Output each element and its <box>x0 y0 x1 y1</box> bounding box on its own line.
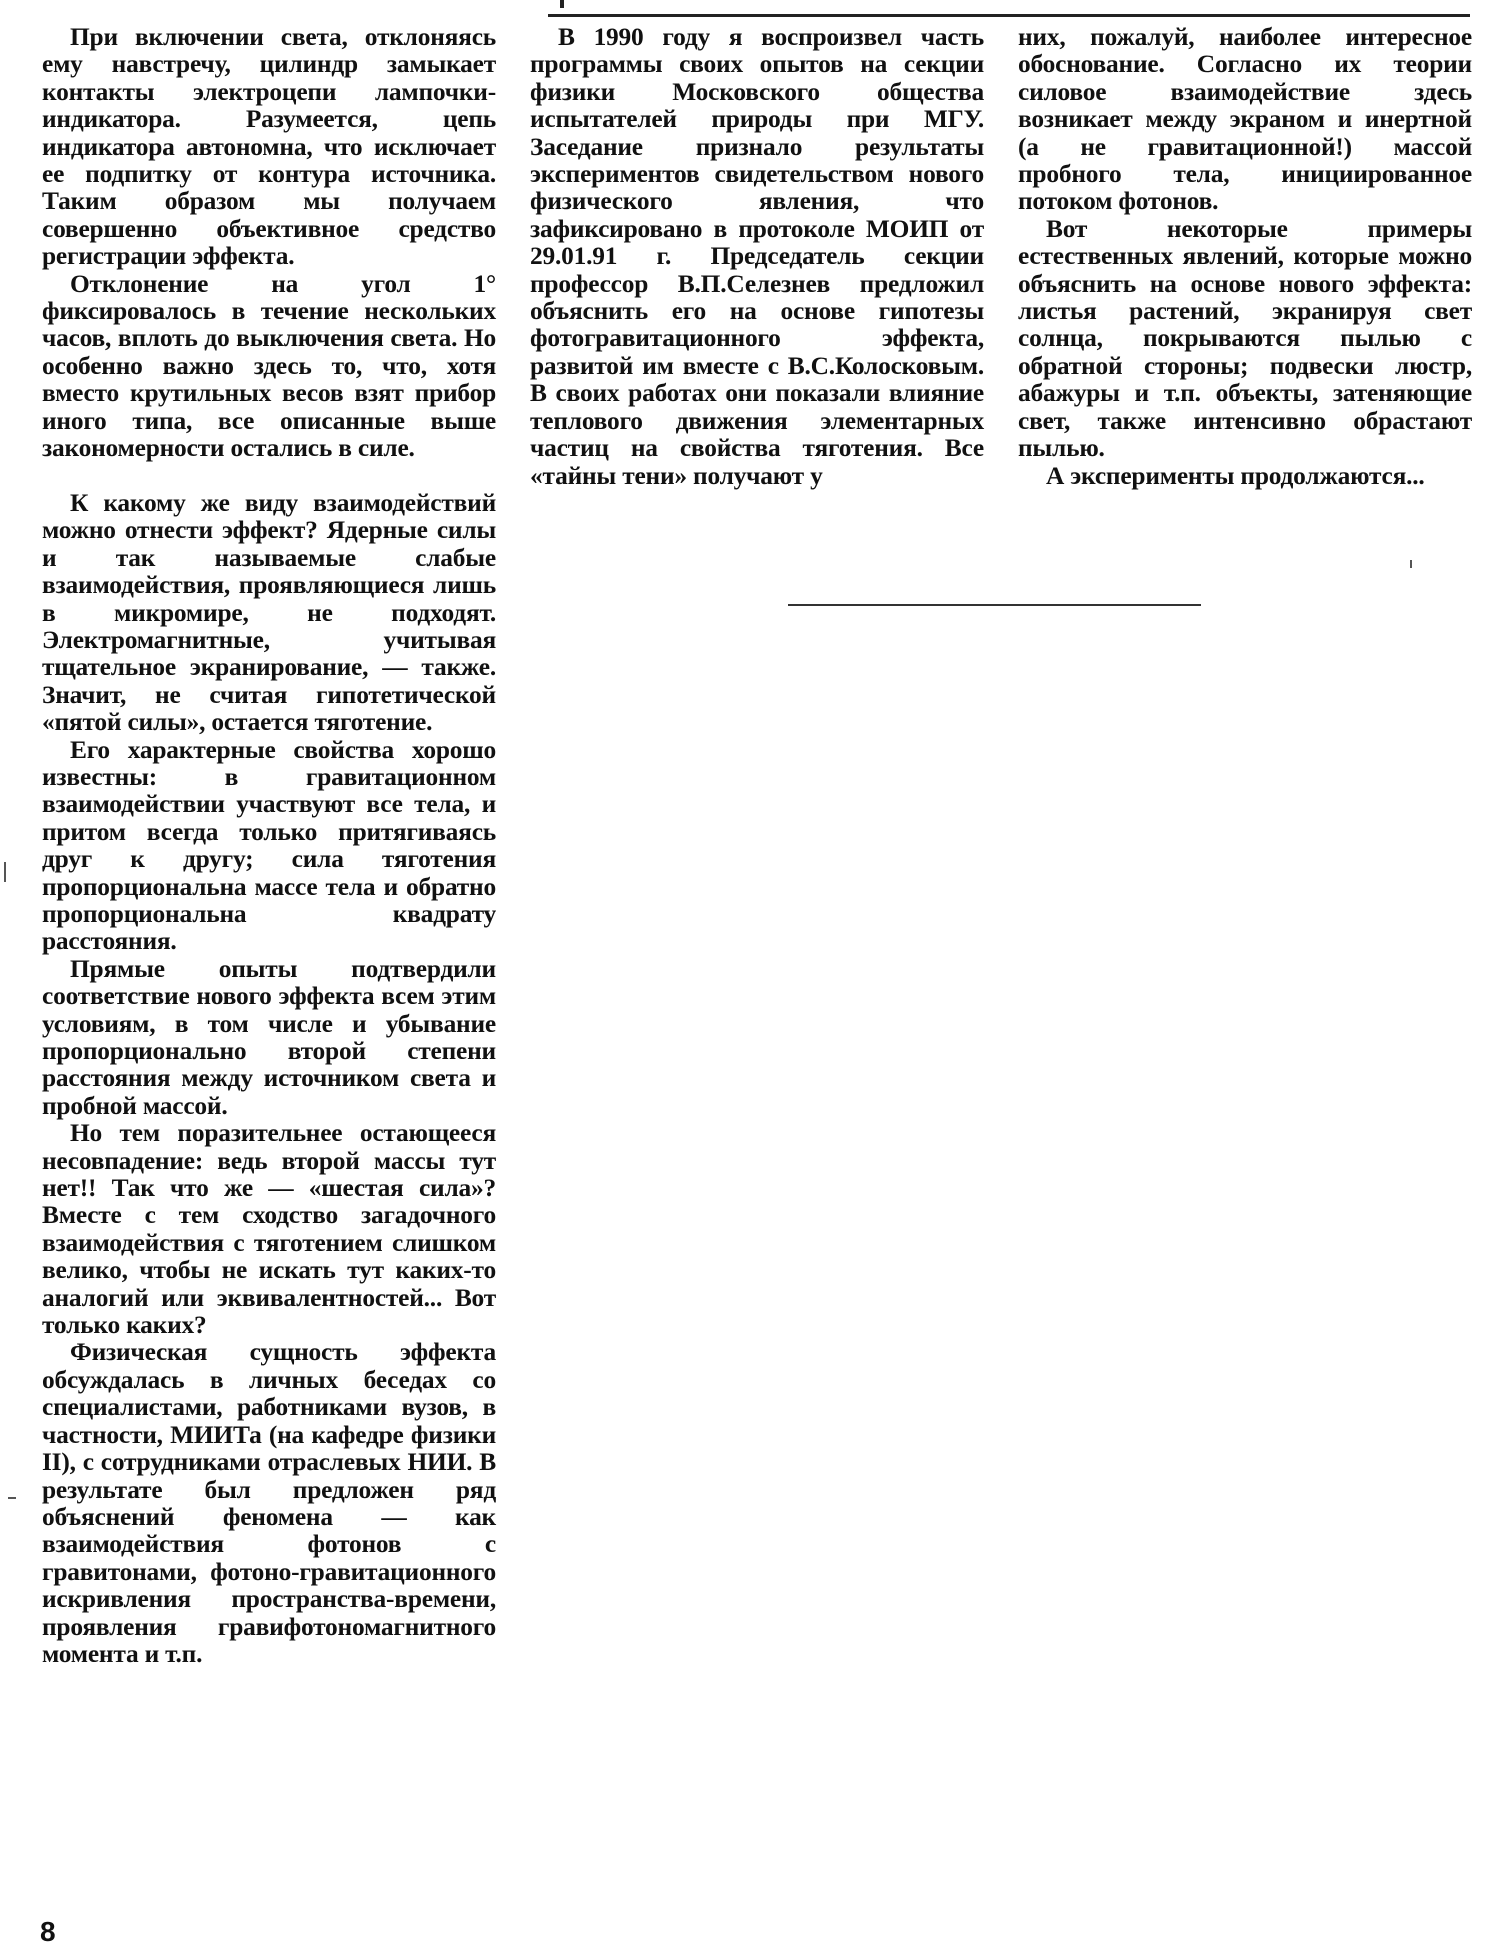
section-gap <box>42 463 496 490</box>
paragraph: При включении света, отклоняясь ему навстречу, цилиндр замыкает контакты электроцепи лампочки-индикатора. Разумеется, цепь индикатора автономна, что исключает ее подпитку от контура источника. Таким образом мы получаем совершенно объективное средство регистрации эффекта. <box>42 23 496 271</box>
top-tick-mark <box>560 0 564 8</box>
page-number: 8 <box>40 1916 56 1947</box>
paragraph: Вот некоторые примеры естественных явлений, которые можно объяснить на основе нового эффекта: листья растений, экранируя свет солнца, покрываются пылью с обратной стороны; подвески люстр, абажуры и т.п. объекты, затеняющие свет, также интенсивно обрастают пылью. <box>1018 214 1472 463</box>
paragraph: Но тем поразительнее остающееся несовпадение: ведь второй массы тут нет!! Так что же — «шестая сила»? Вместе с тем сходство загадочного взаимодействия с тяготением слишком велико, чтобы не искать тут каких-то аналогий или эквивалентностей... Вот только каких? <box>42 1119 496 1340</box>
text-column-3 <box>1018 24 1472 490</box>
text-column-2 <box>530 24 984 490</box>
paragraph: Прямые опыты подтвердили соответствие нового эффекта всем этим условиям, в том числе и убывание пропорционально второй степени расстояния между источником света и пробной массой. <box>42 954 496 1120</box>
scan-speck <box>1410 560 1412 568</box>
top-rule <box>548 14 1470 17</box>
paragraph: Физическая сущность эффекта обсуждалась в личных беседах со специалистами, работниками вузов, в частности, МИИТа (на кафедре физики II), с сотрудниками отраслевых НИИ. В результате был предложен ряд объяснений феномена — как взаимодействия фотонов с гравитонами, фотоно-гравитационного искривления пространства-времени, проявления гравифотономагнитного момента и т.п. <box>42 1338 496 1668</box>
paragraph: В 1990 году я воспроизвел часть программы своих опытов на секции физики Московского общества испытателей природы при МГУ. Заседание признало результаты экспериментов свидетельством нового физического явления, что зафиксировано в протоколе МОИП от 29.01.91 г. Председатель секции профессор В.П.Селезнев предложил объяснить его на основе гипотезы фотогравитационного эффекта, развитой им вместе с В.С.Колосковым. В своих работах они показали влияние теплового движения элементарных частиц на свойства тяготения. Все «тайны тени» получают у <box>530 23 984 490</box>
text-column-1 <box>42 24 496 1668</box>
paragraph: Его характерные свойства хорошо известны: в гравитационном взаимодействии участвуют все тела, и притом всегда только притягиваясь друг к другу; сила тяготения пропорциональна массе тела и обратно пропорциональна квадрату расстояния. <box>42 735 496 956</box>
scan-speck <box>4 862 6 882</box>
paragraph: них, пожалуй, наиболее интересное обоснование. Согласно их теории силовое взаимодействие здесь возникает между экраном и инертной (а не гравитационной!) массой пробного тела, инициированное потоком фотонов. <box>1018 23 1472 216</box>
paragraph: К какому же виду взаимодействий можно отнести эффект? Ядерные силы и так называемые слабые взаимодействия, проявляющиеся лишь в микромире, не подходят. Электромагнитные, учитывая тщательное экранирование, — также. Значит, не считая гипотетической «пятой силы», остается тяготение. <box>42 488 496 737</box>
scan-speck <box>8 1497 16 1499</box>
paragraph: Отклонение на угол 1° фиксировалось в течение нескольких часов, вплоть до выключения света. Но особенно важно здесь то, что, хотя вместо крутильных весов взят прибор иного типа, все описанные выше закономерности остались в силе. <box>42 269 496 463</box>
paragraph: А эксперименты продолжаются... <box>1046 461 1425 490</box>
article-end-rule <box>788 604 1201 606</box>
